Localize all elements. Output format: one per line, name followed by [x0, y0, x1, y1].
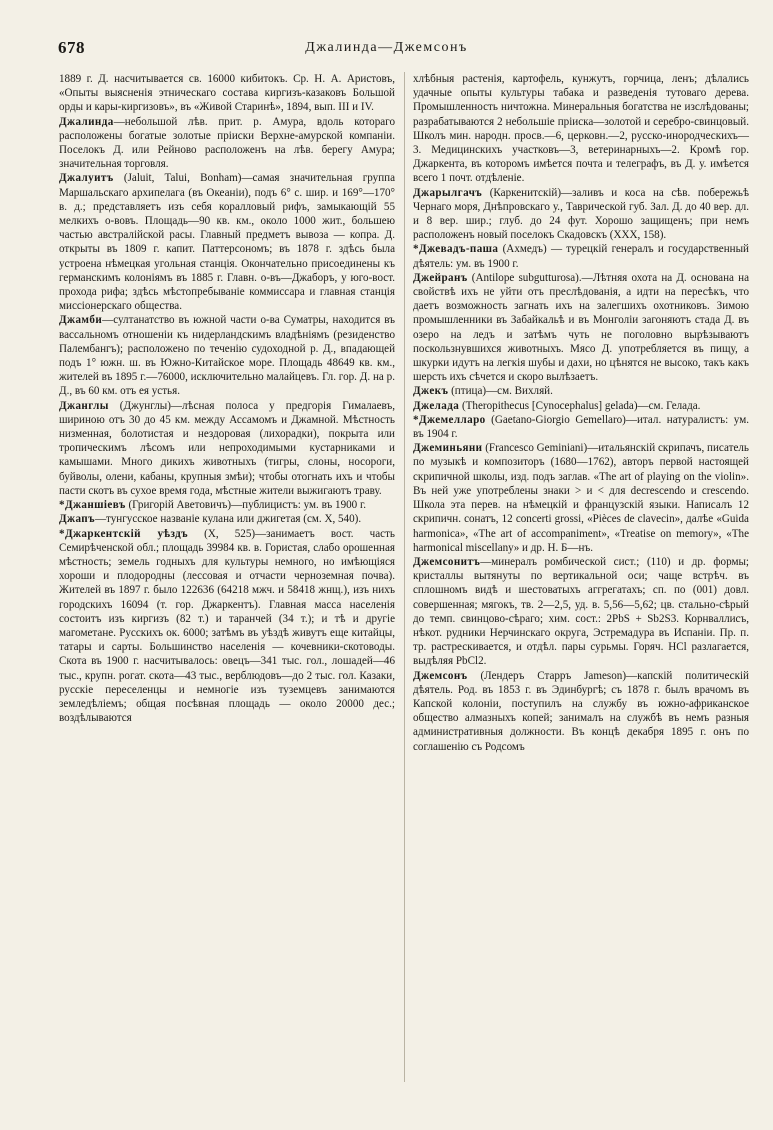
entry-headword: Джейранъ	[413, 271, 468, 284]
entry-headword: Джалинда	[59, 115, 114, 128]
entry	[413, 186, 749, 243]
entry-text: (Григорій Аветовичъ)—публицистъ: ум. въ 1900 г.	[125, 499, 367, 512]
entry-text: —небольшой лѣв. прит. р. Амура, вдоль котораго расположены богатые золотые пріиски Верхне-амурской компаніи. Поселокъ Д. или Рейново расположенъ на лѣв. берегу Амура; значительная торговля.	[59, 115, 395, 171]
right-column	[413, 72, 749, 754]
entry	[59, 72, 395, 115]
entry-text: (Лендеръ Старръ Jameson)—капскій политическій дѣятель. Род. въ 1853 г. въ Эдинбургѣ; съ 1878 г. былъ врачомъ въ Капской колоніи, поступилъ на службу въ южно-африканское общество алмазныхъ копей; занималъ на службѣ въ немъ разныя административныя должности. Въ концѣ декабря 1895 г. онъ по соглашенію съ Родсомъ	[413, 669, 749, 753]
entry-headword: Джеминьяни	[413, 442, 483, 455]
entry-text: —минералъ ромбической сист.; (110) и др. формы; кристаллы вытянуты по вертикальной оси; чаще встрѣч. въ сплошномъ видѣ и шестоватыхъ аггрегатахъ; сп. по (001) довл. совершенная; мягокъ, тв. 2—2,5, уд. в. 5,56—5,62; цв. стально-сѣрый до темп. свинцово-сѣраго; хим. сост.: 2PbS + Sb2S3. Корнваллисъ, нѣкот. рудники Нерчинскаго округа, Эстремадура въ Испаніи. Пр. п. тр. растрескивается, и отдѣл. пары сурьмы. Горяч. HCl разлагается, выдѣляя PbCl2.	[413, 555, 749, 668]
entry	[413, 242, 749, 270]
entry-headword: *Джаркентскій уѣздъ	[59, 527, 189, 540]
entry-text: 1889 г. Д. насчитывается св. 16000 кибитокъ. Ср. Н. А. Аристовъ, «Опыты выясненія этническаго состава киргизъ-казаковъ Большой орды и кары-киргизовъ», въ «Живой Старинѣ», 1894, вып. III и IV.	[59, 73, 395, 114]
entry-headword: *Джевадъ-паша	[413, 243, 499, 256]
entry	[59, 115, 395, 172]
entry-text: (Francesco Geminiani)—итальянскій скрипачъ, писатель по музыкѣ и композиторъ (1680—1762), авторъ первой настоящей скрипичной школы, изд. подъ заглав. «The art of playing on the violin». Въ ней уже употреблены знаки > и < для decrescendo и crescendo. Школа эта перев. на нѣмецкій и французскій языки. Написалъ 12 скрипичн. сонатъ, 12 concerti grossi, «Pièces de clavecin», далѣе «Guida harmonica», «The art of accompaniment», «Treatise on memory», «The harmonical miscellany» и др. Н. Б—нъ.	[413, 442, 749, 554]
entry-headword: Джамби	[59, 314, 103, 327]
entry	[59, 527, 395, 726]
entry-text: —султанатство въ южной части о-ва Суматры, находится въ вассальномъ отношеніи къ нидерландскимъ владѣніямъ (резиденство Палембангъ); расположено по теченію судоходной р. Д., впадающей подъ 1° южн. ш. въ Южно-Китайское море. Площадь 48649 кв. км., жителей въ 1895 г.—76000, исключительно малайцевъ. Гл. гор. Д. на р. Д., въ 60 км. отъ ея устья.	[59, 314, 395, 398]
entry-text: хлѣбныя растенія, картофель, кунжутъ, горчица, ленъ; дѣлались удачные опыты культуры табака и разведенія тутоваго дерева. Промышленность ничтожна. Минеральныя богатства не изслѣдованы; разрабатываются 2 небольшіе пріиска—золотой и серебро-свинцовый. Школъ мин. народн. просв.—6, церковн.—2, русско-инородческихъ—3. Медицинскихъ участковъ—3, ветеринарныхъ—2. Кромѣ гор. Джаркента, въ которомъ имѣется почта и телеграфъ, въ Д. у. имѣется всего 1 почт. отдѣленіе.	[413, 73, 749, 185]
entry-headword: Джемсонитъ	[413, 555, 481, 568]
running-head: Джалинда—Джемсонъ	[305, 40, 468, 55]
entry-headword: Джанглы	[59, 399, 109, 412]
entry-headword: *Джаншіевъ	[59, 499, 126, 512]
entry-text: (Theropithecus [Cynocephalus] gelada)—см. Гелада.	[459, 399, 701, 412]
entry-text: (Джунглы)—лѣсная полоса у предгорія Гималаевъ, шириною отъ 30 до 45 км. между Ассамомъ и Джамной. Мѣстность низменная, болотистая и нездоровая (лихорадки), покрыта или тропическимъ лѣсомъ или непроходимыми кустарниками и камышами. Много дикихъ животныхъ (тигры, слоны, носороги, буйволы, олени, кабаны, крупныя змѣи); чтобы отогнать ихъ и чтобы пасти скотъ въ сухое время года, мѣстные жители выжигаютъ траву.	[59, 399, 395, 497]
left-column	[59, 72, 395, 725]
entry-headword: Джелада	[413, 399, 460, 412]
entry	[59, 313, 395, 398]
entry-text: (Ахмедъ) — турецкій генералъ и государственный дѣятель: ум. въ 1900 г.	[413, 243, 749, 270]
entry-text: —тунгусское названіе кулана или джигетая (см. X, 540).	[94, 513, 362, 526]
entry	[413, 669, 749, 754]
entry-text: (Каркенитскій)—заливъ и коса на сѣв. побережьѣ Чернаго моря, Днѣпровскаго у., Таврической губ. Зал. Д. до 40 вер. дл. и 8 вер. шир.; глуб. до 24 фут. Хорошо защищенъ; при немъ расположенъ новый поселокъ Скадовскъ (XXX, 158).	[413, 186, 749, 242]
entry	[413, 72, 749, 186]
entry	[413, 555, 749, 669]
entry-text: (Antilope subgutturosa).—Лѣтняя охота на Д. основана на свойствѣ ихъ не уйти отъ преслѣдованія, а идти на пересѣкъ, что даетъ возможность загнать ихъ на залегшихъ охотниковъ. Зимою промышленники въ Забайкальѣ и въ Монголіи загоняютъ стада Д. въ озеро на ледъ и затѣмъ чуть не поголовно вырѣзываютъ поскользнувшихся животныхъ. Мясо Д. употребляется въ пищу, а шкурки идутъ на легкія шубы и дахи, но цѣнятся не высоко, такъ какъ шерсть ихъ сѣчется и скоро вылѣзаетъ.	[413, 271, 749, 384]
entry-headword: Джапъ	[59, 513, 95, 526]
page-number: 678	[58, 38, 85, 57]
entry	[413, 413, 749, 441]
entry-headword: Джалуитъ	[59, 172, 114, 185]
entry-headword: Джарылгачъ	[413, 186, 483, 199]
entry-text: (Gaetano-Giorgio Gemellaro)—итал. натуралистъ: ум. въ 1904 г.	[413, 413, 749, 441]
entry	[413, 441, 749, 555]
entry-headword: *Джемелларо	[413, 413, 486, 426]
entry	[413, 399, 749, 413]
entry	[59, 399, 395, 498]
entry-headword: Джекъ	[413, 385, 449, 398]
entry-text: (X, 525)—занимаетъ вост. часть Семирѣченской обл.; площадь 39984 кв. в. Гористая, слабо орошенная мѣстность; земель годныхъ для культуры немного, но имѣющіяся хороши и плодородны (лессовая и отчасти черноземная почва). Жителей въ 1897 г. было 122636 (64218 мжч. и 58418 жнщ.), изъ нихъ городскихъ 16094 (т. гор. Джаркентъ). Главная масса населенія состоитъ изъ киргизъ (82 т.) и таранчей (34 т.); и тѣ и другіе магометане. Русскихъ ок. 6000; затѣмъ въ уѣздѣ живутъ еще китайцы, татары и сарты. Большинство населенія — кочевники-скотоводы. Скота въ 1900 г. насчитывалось: овецъ—341 тыс. гол., лошадей—46 тыс., крупн. рогат. скота—43 тыс., верблюдовъ—до 2 тыс. гол. Казаки, русскіе переселенцы и немногіе изъ туземцевъ занимаются земледѣліемъ; общая посѣвная площадь — около 20000 дес.; воздѣлываются	[59, 527, 395, 725]
entry	[59, 171, 395, 313]
entry	[59, 498, 395, 512]
entry	[413, 384, 749, 398]
entry	[59, 512, 395, 526]
entry-text: (птица)—см. Вихляй.	[448, 385, 553, 398]
entry-text: (Jaluit, Talui, Bonham)—самая значительная группа Маршальскаго архипелага (въ Океаніи), подъ 6° с. шир. и 169°—170° в. д.; представляетъ изъ себя коралловый рифъ, замыкающій 55 мелкихъ о-вовъ. Площадь—90 кв. км., около 1000 жит., большею частью австралійской расы. Главный предметъ вывоза — копра. Д. открыты въ 1809 г. капит. Паттерсономъ; въ 1878 г. здѣсь была устроена нѣмецкая угольная станція. Окончательно присоединены къ германскимъ колоніямъ въ 1885 г. Главн. о-въ—Джаборъ, у юго-вост. прохода рифа; здѣсь мѣстопребываніе коммиссара и главная станція миссіонерскаго общества.	[59, 172, 395, 313]
column-divider	[404, 72, 405, 1082]
entry	[413, 271, 749, 385]
entry-headword: Джемсонъ	[413, 669, 468, 682]
